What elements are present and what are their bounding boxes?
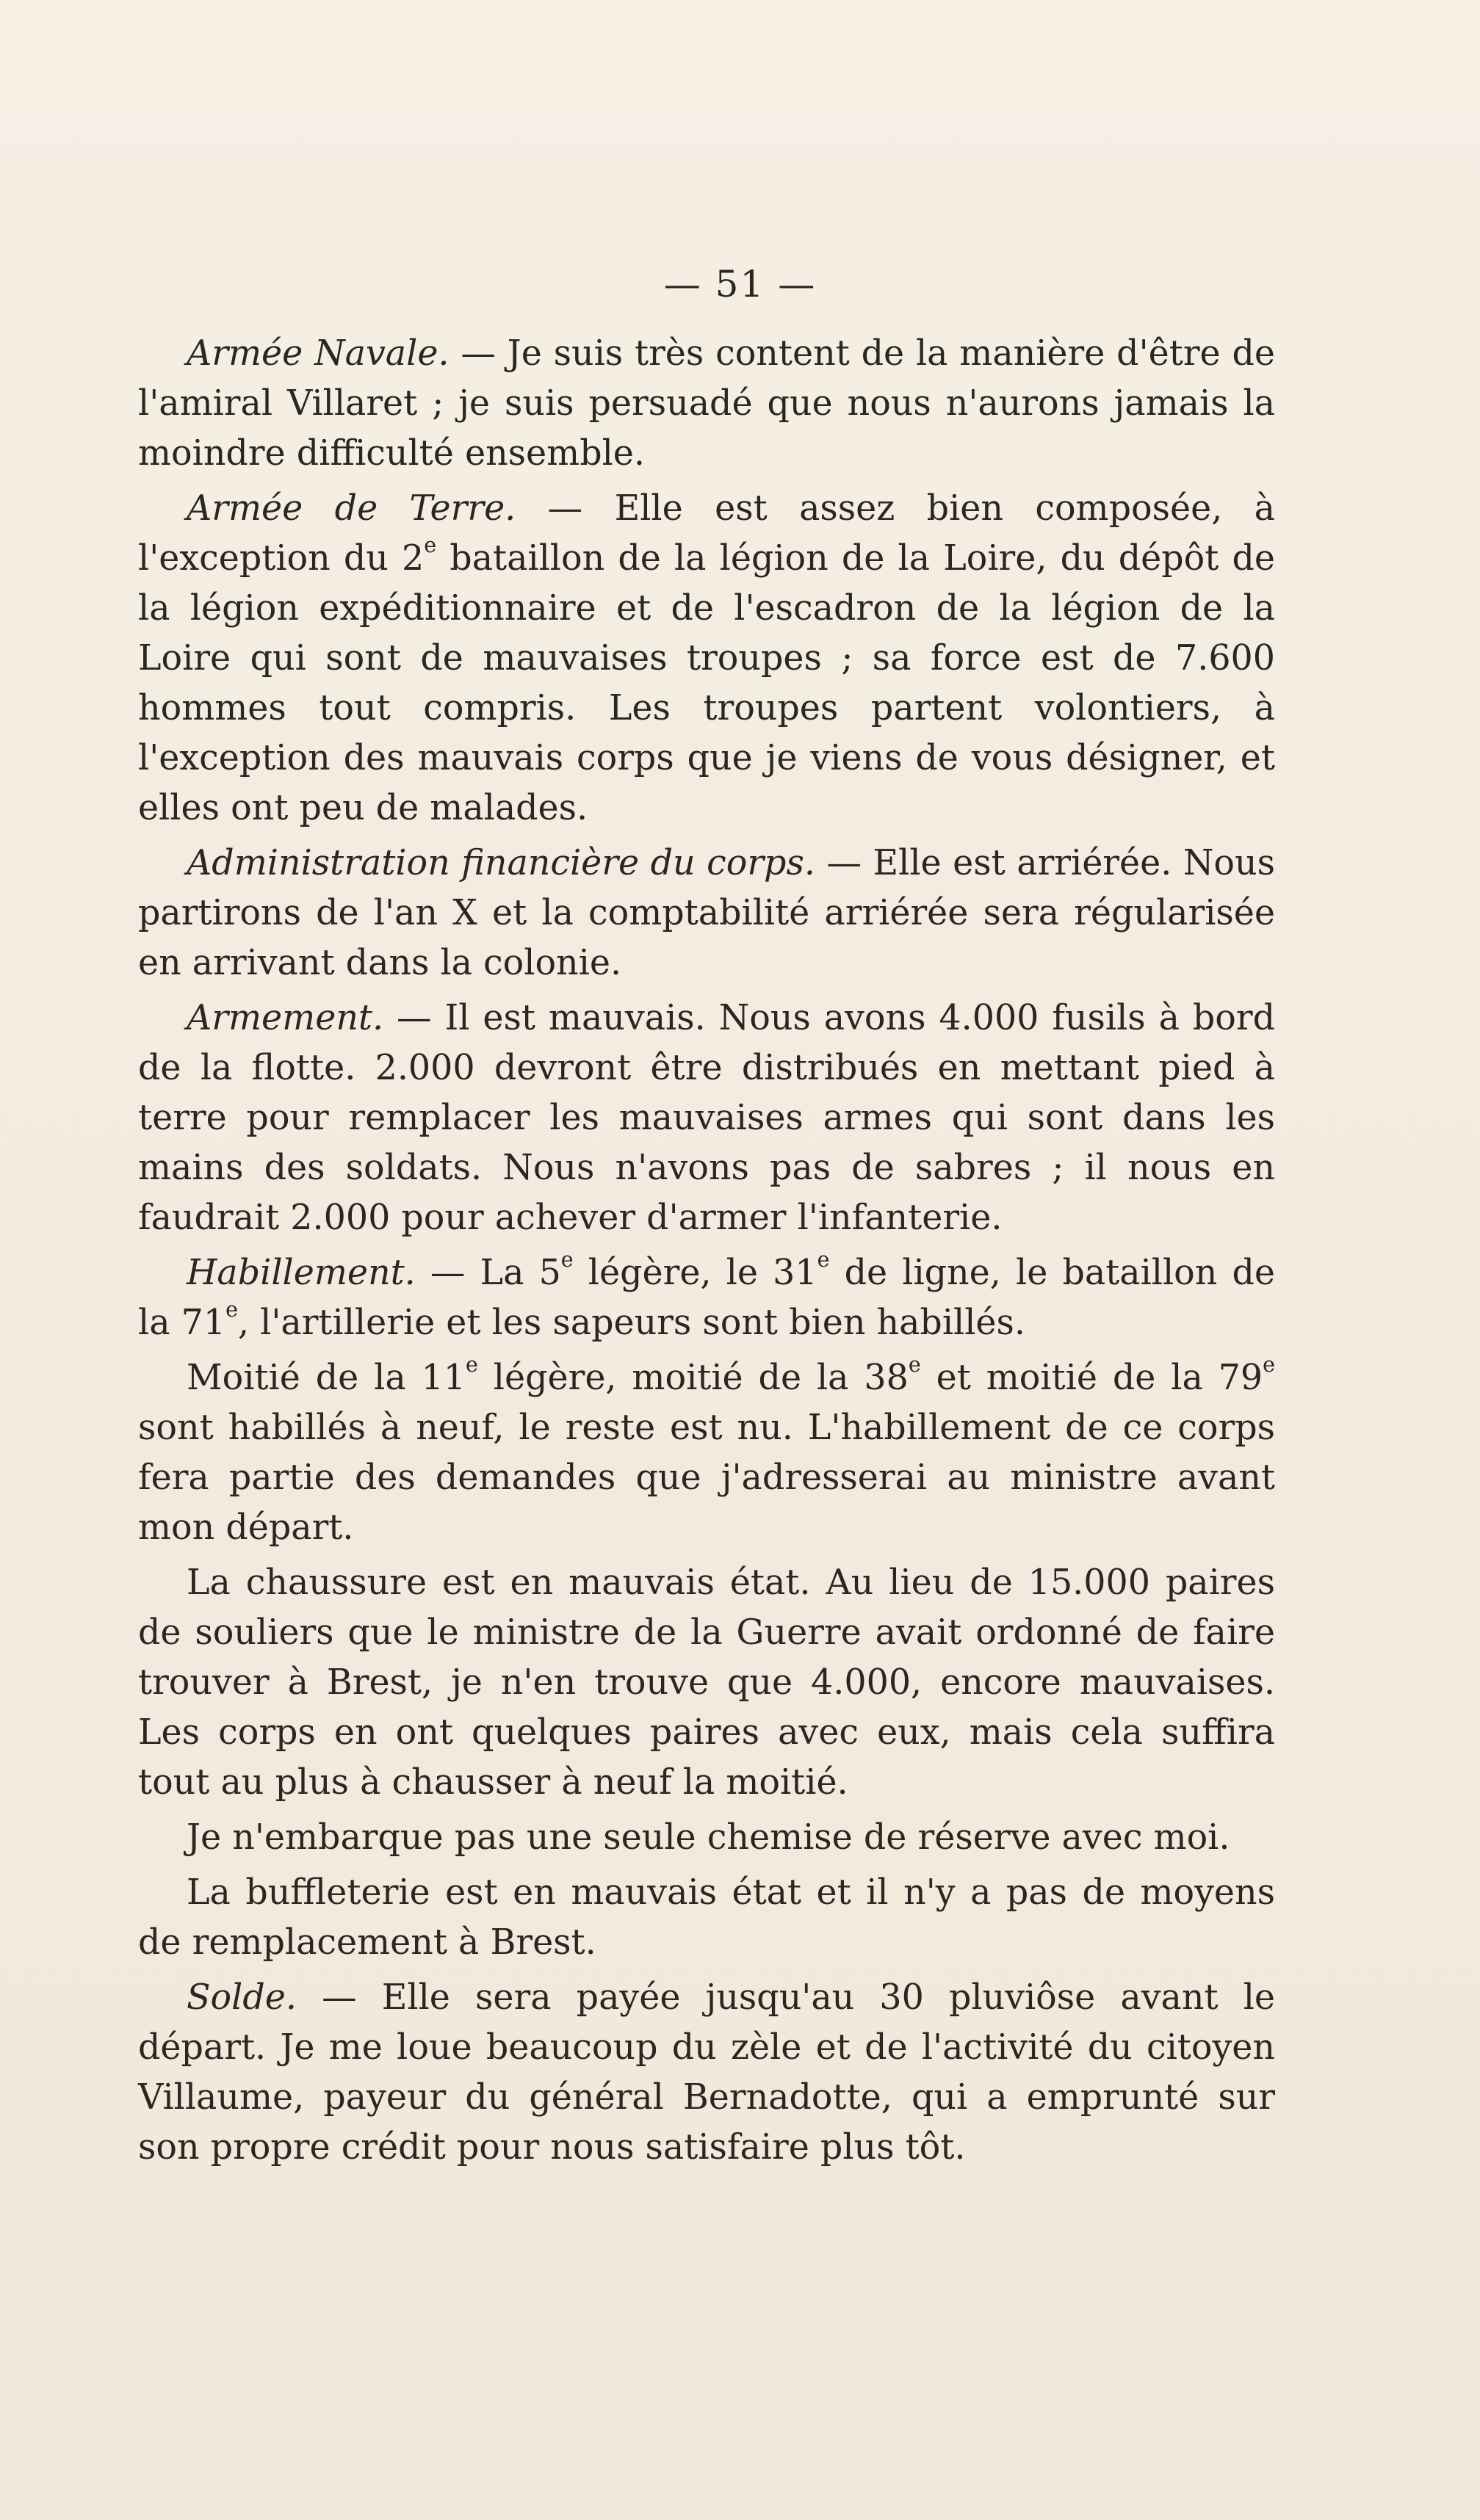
paragraph-solde [138,1973,1275,2173]
paragraph-text: légère, moitié de la [477,1358,864,1398]
ordinal-number: 31 [773,1253,817,1293]
paragraph-text: , l'artillerie et les sapeurs sont bien habillés. [237,1303,1025,1343]
ordinal-number: 71 [181,1303,226,1343]
ordinal-number: 2 [402,538,425,579]
paragraph-administration-financiere [138,839,1275,988]
paragraph-text: La buffleterie est en mauvais état et il n'y a pas de moyens de remplacement à Brest. [138,1872,1275,1963]
paragraph-text: Je n'embarque pas une seule chemise de réserve avec moi. [187,1817,1230,1858]
paragraph-text: et moitié de la [920,1358,1219,1398]
paragraph-buffleterie [138,1868,1275,1968]
ordinal-number: 38 [864,1358,909,1398]
body-text [138,329,1275,2173]
section-heading-armement: Armement. [187,998,384,1038]
section-heading-armee-navale: Armée Navale. [187,333,450,374]
ordinal-suffix: e [225,1297,238,1322]
paragraph-text: — La [415,1253,539,1293]
paragraph-text: — Il est mauvais. Nous avons 4.000 fusils à bord de la flotte. 2.000 devront être distribués en mettant pied à terre pour remplacer les mauvaises armes qui sont dans les mains des soldats. Nous n'avons pas de sabres ; il nous en faudrait 2.000 pour achever d'armer l'infanterie. [138,998,1275,1238]
page-number: — 51 — [663,263,817,305]
ordinal-number: 11 [421,1358,466,1398]
paragraph-text: légère, le [573,1253,773,1293]
ordinal-suffix: e [817,1247,830,1272]
paragraph-text: La chaussure est en mauvais état. Au lieu de 15.000 paires de souliers que le ministre de la Guerre avait ordonné de faire trouver à Brest, je n'en trouve que 4.000, encore mauvaises. Les corps en ont quelques paires avec eux, mais cela suffira tout au plus à chausser à neuf la moitié. [138,1563,1275,1803]
paragraph-chaussure [138,1558,1275,1808]
paragraph-text: — Elle est assez bien composée, à l'exception du [138,488,1276,579]
paragraph-text: — Elle sera payée jusqu'au 30 pluviôse avant le départ. Je me loue beaucoup du zèle et de l'activité du citoyen Villaume, payeur du général Bernadotte, qui a emprunté sur son propre crédit pour nous satisfaire plus tôt. [138,1977,1275,2168]
paragraph-habillement [138,1248,1275,1348]
section-heading-solde: Solde. [187,1977,297,2018]
paragraph-armee-de-terre [138,484,1275,833]
ordinal-suffix: e [466,1352,478,1377]
ordinal-number: 5 [538,1253,561,1293]
ordinal-number: 79 [1218,1358,1263,1398]
section-heading-armee-de-terre: Armée de Terre. [187,488,516,529]
paragraph-chemise [138,1813,1275,1863]
paragraph-text: de ligne, le bataillon de la [138,1253,1275,1343]
section-heading-administration-financiere: Administration financière du corps. [187,843,815,883]
paragraph-text: sont habillés à neuf, le reste est nu. L'habillement de ce corps fera partie des demandes que j'adresserai au ministre avant mon départ. [138,1408,1275,1548]
section-heading-habillement: Habillement. [187,1253,416,1293]
ordinal-suffix: e [560,1247,574,1272]
paragraph-text: — Elle est arriérée. Nous partirons de l'an X et la comptabilité arriérée sera régularisée en arrivant dans la colonie. [138,843,1275,983]
paragraph-armement [138,993,1275,1243]
paragraph-armee-navale [138,329,1275,479]
paragraph-moitie [138,1353,1275,1553]
paragraph-text: — Je suis très content de la manière d'être de l'amiral Villaret ; je suis persuadé que nous n'aurons jamais la moindre difficulté ensemble. [138,333,1275,474]
ordinal-suffix: e [424,532,437,557]
paragraph-text: bataillon de la légion de la Loire, du dépôt de la légion expéditionnaire et de l'escadron de la légion de la Loire qui sont de mauvaises troupes ; sa force est de 7.600 hommes tout compris. Les troupes partent volontiers, à l'exception des mauvais corps que je viens de vous désigner, et elles ont peu de malades. [138,538,1275,828]
ordinal-suffix: e [1263,1352,1276,1377]
paragraph-text: Moitié de la [187,1358,422,1398]
ordinal-suffix: e [908,1352,921,1377]
